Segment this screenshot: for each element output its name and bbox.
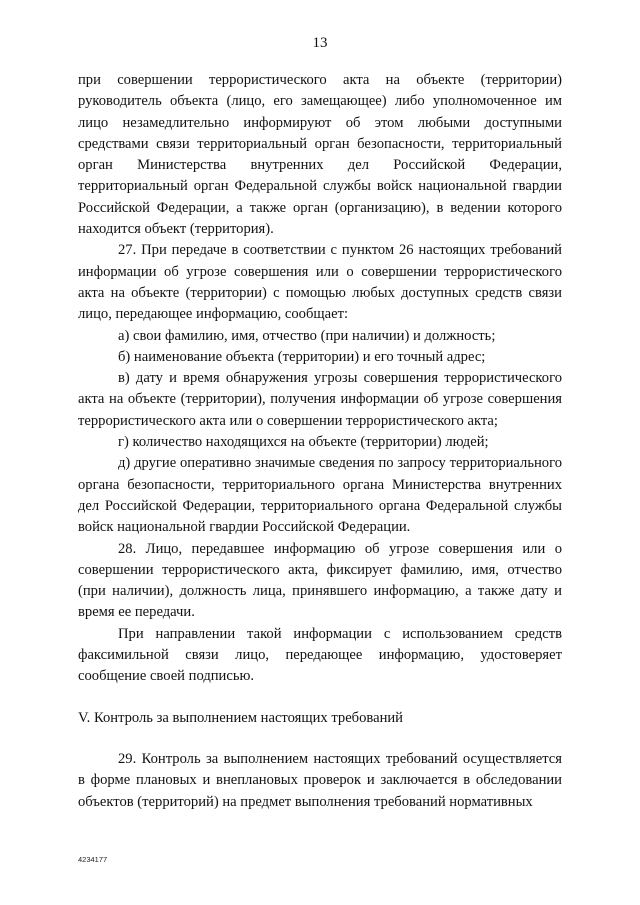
paragraph-fax: При направлении такой информации с использованием средств факсимильной связи лицо, передающее информацию, удостоверяет сообщение своей подписью. [78,625,562,685]
section-heading: V. Контроль за выполнением настоящих требований [78,709,403,726]
paragraph-28: 28. Лицо, передавшее информацию об угрозе совершения или о совершении террористического акта, фиксирует фамилию, имя, отчество (при наличии), должность лица, принявшего информацию, а также дату и время ее передачи. [78,540,562,621]
paragraph-continuation: при совершении террористического акта на объекте (территории) руководитель объекта (лицо, его замещающее) либо уполномоченное им лицо незамедлительно информируют об этом любыми доступными средствами связи территориальный орган безопасности, территориальный орган Министерства внутренних дел Российской Федерации, территориальный орган Федеральной службы войск национальной гвардии Российской Федерации, а также орган (организацию), в ведении которого находится объект (территория). [78,72,562,238]
list-item-g: г) количество находящихся на объекте (территории) людей; [118,434,489,451]
document-body [78,70,562,813]
list-item-a: а) свои фамилию, имя, отчество (при наличии) и должность; [118,327,496,344]
list-item-d: д) другие оперативно значимые сведения по запросу территориального органа безопасности, территориального органа Министерства внутренних дел Российской Федерации, территориального органа Федеральной службы войск национальной гвардии Российской Федерации. [78,455,562,536]
list-item-b: б) наименование объекта (территории) и его точный адрес; [118,348,486,365]
paragraph-29: 29. Контроль за выполнением настоящих требований осуществляется в форме плановых и внеплановых проверок и заключается в обследовании объектов (территорий) на предмет выполнения требований нормативных [78,750,562,810]
list-item-v: в) дату и время обнаружения угрозы совершения террористического акта на объекте (территории), получения информации об угрозе совершения террористического акта или о совершении террористического акта; [78,370,562,429]
paragraph-27: 27. При передаче в соответствии с пунктом 26 настоящих требований информации об угрозе совершения или о совершении террористического акта на объекте (территории) с помощью любых доступных средств связи лицо, передающее информацию, сообщает: [78,242,562,323]
document-code: 4234177 [78,855,108,864]
page-number: 13 [312,35,328,51]
